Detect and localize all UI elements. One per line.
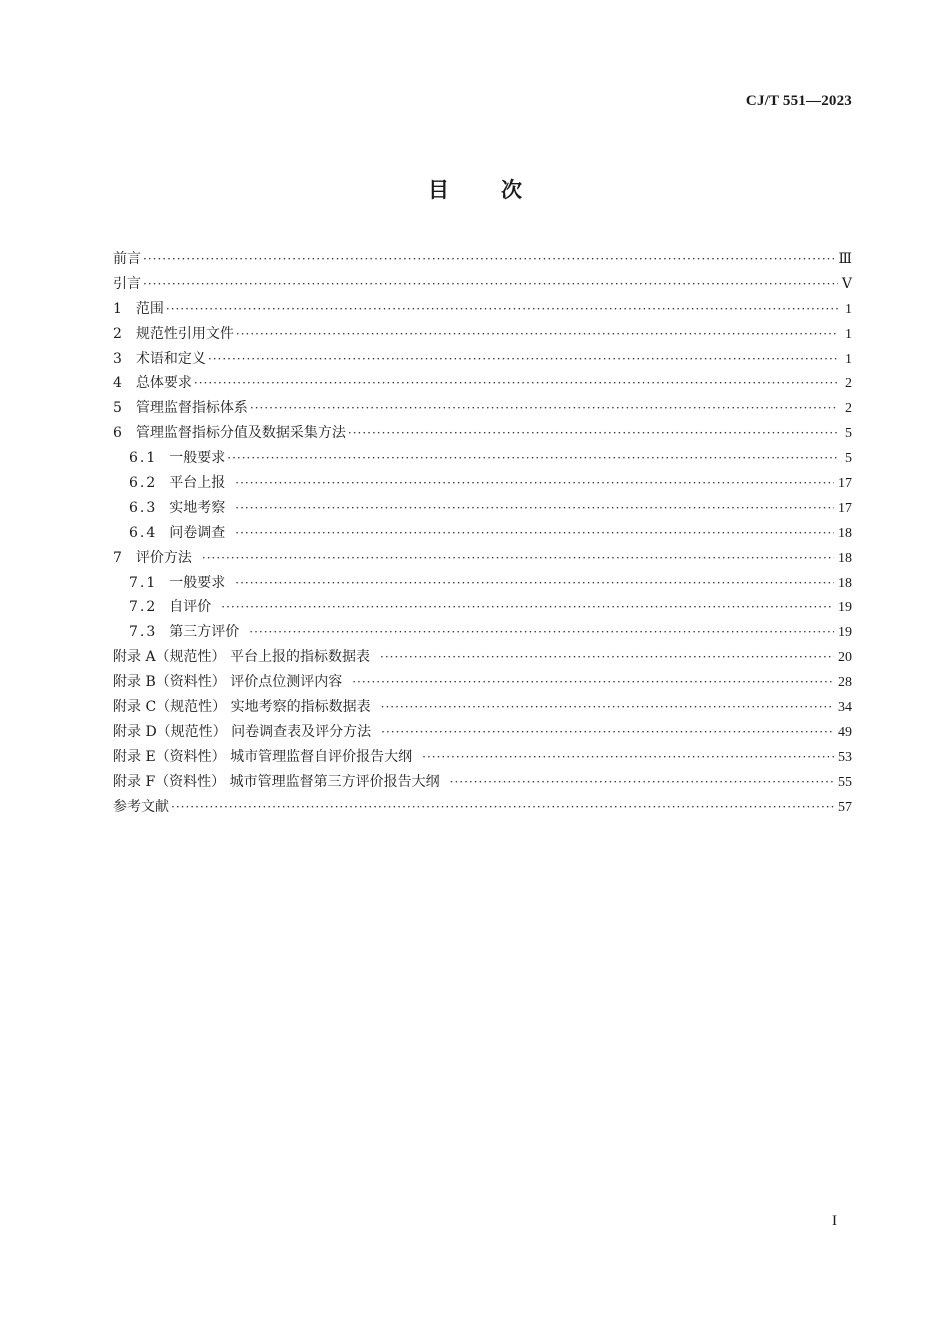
- toc-entry-number: 7.2: [129, 599, 158, 616]
- toc-entry-number: 6: [113, 425, 122, 442]
- toc-entry-label: 范围: [135, 300, 164, 317]
- toc-entry-page: 2: [845, 376, 852, 392]
- toc-entry-page: 18: [838, 525, 852, 541]
- toc-entry-label: 评价方法: [135, 549, 192, 566]
- toc-entry-label: 平台上报: [169, 475, 226, 492]
- toc-entry-page: 18: [838, 550, 852, 566]
- toc-entry-page: 19: [838, 625, 852, 641]
- toc-leader-dots: [235, 521, 834, 546]
- toc-entry-page: 49: [838, 724, 852, 740]
- standard-code: CJ/T 551—2023: [745, 93, 852, 109]
- toc-entry[interactable]: [113, 745, 852, 770]
- page-number: I: [832, 1213, 837, 1229]
- toc-entry[interactable]: [113, 521, 852, 546]
- toc-leader-dots: [227, 446, 838, 471]
- toc-entry-label: 附录 C（规范性） 实地考察的指标数据表: [113, 699, 371, 716]
- toc-entry[interactable]: [113, 297, 852, 322]
- toc-leader-dots: [143, 272, 838, 297]
- toc-entry-label: 附录 F（资料性） 城市管理监督第三方评价报告大纲: [113, 773, 440, 790]
- toc-entry-label: 附录 A（规范性） 平台上报的指标数据表: [113, 649, 371, 666]
- toc-entry[interactable]: [113, 322, 852, 347]
- toc-entry-label: 实地考察: [169, 499, 226, 516]
- toc-entry-page: 18: [838, 575, 852, 591]
- toc-entry[interactable]: [113, 247, 852, 272]
- toc-entry-label: 规范性引用文件: [135, 325, 234, 342]
- toc-entry-number: 6.1: [129, 450, 158, 467]
- toc-leader-dots: [166, 297, 838, 322]
- toc-entry-label: 管理监督指标体系: [135, 400, 248, 417]
- toc-entry-label: 引言: [113, 275, 141, 292]
- toc-entry[interactable]: [113, 620, 852, 645]
- toc-entry[interactable]: [113, 720, 852, 745]
- toc-leader-dots: [352, 670, 834, 695]
- toc-entry-page: 53: [838, 749, 852, 765]
- toc-entry[interactable]: [113, 396, 852, 421]
- toc-entry[interactable]: [113, 371, 852, 396]
- toc-entry[interactable]: [113, 496, 852, 521]
- toc-leader-dots: [171, 795, 834, 820]
- toc-entry[interactable]: [113, 471, 852, 496]
- toc-entry-label: 问卷调查: [169, 524, 226, 541]
- toc-entry-label: 一般要求: [169, 574, 226, 591]
- toc-entry-page: 28: [838, 675, 852, 691]
- toc-leader-dots: [348, 421, 838, 446]
- toc-entry-page: 1: [845, 351, 852, 367]
- toc-entry-label: 第三方评价: [169, 624, 240, 641]
- toc-entry-page: 34: [838, 700, 852, 716]
- toc-entry-page: 5: [845, 426, 852, 442]
- toc-entry[interactable]: [113, 272, 852, 297]
- toc-entry-page: 17: [838, 500, 852, 516]
- toc-entry-page: Ⅴ: [841, 276, 852, 292]
- toc-entry-page: Ⅲ: [838, 252, 852, 267]
- toc-leader-dots: [380, 645, 834, 670]
- toc-entry-page: 55: [838, 774, 852, 790]
- toc-entry-label: 自评价: [169, 599, 212, 616]
- toc-entry-page: 2: [845, 401, 852, 417]
- toc-entry-page: 57: [838, 799, 852, 815]
- toc-entry-label: 术语和定义: [135, 350, 206, 367]
- toc-entry[interactable]: [113, 421, 852, 446]
- toc-entry[interactable]: [113, 347, 852, 372]
- toc-entry-page: 5: [845, 451, 852, 467]
- toc-entry-number: 4: [113, 375, 122, 392]
- toc-entry[interactable]: [113, 446, 852, 471]
- toc-entry-label: 前言: [113, 251, 141, 267]
- toc-entry-number: 7.1: [129, 574, 158, 591]
- toc-leader-dots: [202, 546, 834, 571]
- toc-entry-number: 5: [113, 400, 122, 417]
- toc-entry-page: 20: [838, 650, 852, 666]
- toc-leader-dots: [221, 595, 834, 620]
- toc-leader-dots: [450, 770, 834, 795]
- toc-entry[interactable]: [113, 571, 852, 596]
- toc-entry-label: 管理监督指标分值及数据采集方法: [135, 425, 346, 442]
- toc-leader-dots: [194, 371, 838, 396]
- toc-leader-dots: [143, 247, 834, 272]
- toc-entry-number: 6.3: [129, 499, 158, 516]
- toc-entry[interactable]: [113, 695, 852, 720]
- toc-entry[interactable]: [113, 546, 852, 571]
- toc-leader-dots: [235, 496, 834, 521]
- toc-leader-dots: [381, 720, 834, 745]
- toc-list: [113, 247, 852, 819]
- toc-entry-number: 7: [113, 549, 122, 566]
- toc-entry-label: 总体要求: [135, 375, 192, 392]
- toc-entry-page: 19: [838, 600, 852, 616]
- toc-title: 目次: [428, 178, 574, 202]
- toc-entry[interactable]: [113, 595, 852, 620]
- toc-leader-dots: [422, 745, 834, 770]
- toc-leader-dots: [250, 396, 838, 421]
- toc-entry-number: 6.2: [129, 475, 158, 492]
- toc-entry[interactable]: [113, 645, 852, 670]
- toc-entry[interactable]: [113, 795, 852, 820]
- toc-entry-label: 一般要求: [169, 450, 226, 467]
- toc-entry-page: 17: [838, 476, 852, 492]
- toc-entry-number: 1: [113, 300, 122, 317]
- toc-entry-number: 6.4: [129, 524, 158, 541]
- toc-entry-label: 附录 E（资料性） 城市管理监督自评价报告大纲: [113, 748, 413, 765]
- toc-entry-number: 7.3: [129, 624, 158, 641]
- toc-entry-number: 3: [113, 350, 122, 367]
- toc-leader-dots: [381, 695, 834, 720]
- toc-entry-page: 1: [845, 301, 852, 317]
- toc-entry-page: 1: [845, 326, 852, 342]
- toc-entry[interactable]: [113, 670, 852, 695]
- toc-entry-label: 附录 D（规范性） 问卷调查表及评分方法: [113, 723, 372, 740]
- toc-entry-label: 附录 B（资料性） 评价点位测评内容: [113, 674, 343, 691]
- toc-entry-number: 2: [113, 325, 122, 342]
- toc-entry-label: 参考文献: [113, 798, 169, 815]
- toc-leader-dots: [235, 471, 834, 496]
- toc-leader-dots: [236, 322, 838, 347]
- toc-leader-dots: [235, 571, 834, 596]
- toc-leader-dots: [208, 347, 838, 372]
- toc-leader-dots: [249, 620, 834, 645]
- toc-entry[interactable]: [113, 770, 852, 795]
